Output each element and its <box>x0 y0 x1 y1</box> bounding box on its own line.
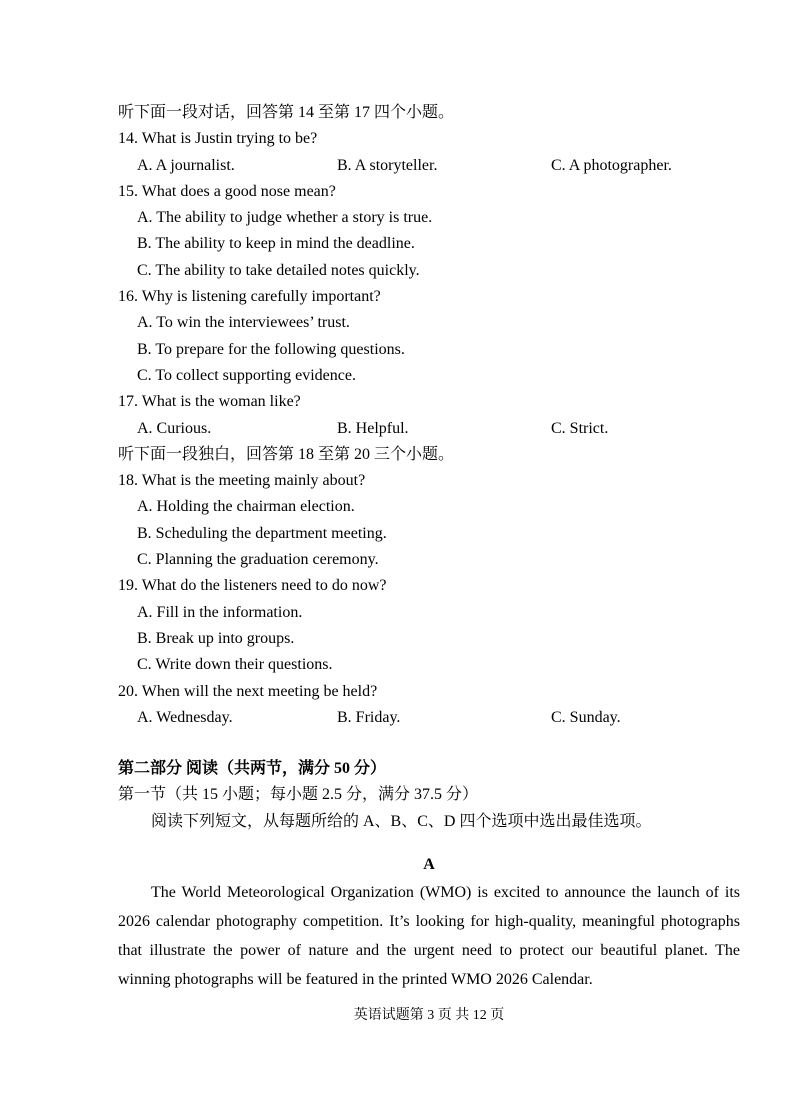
question-15-option-b: B. The ability to keep in mind the deadline. <box>137 235 415 253</box>
question-20-option-c: C. Sunday. <box>551 708 621 726</box>
question-15-option-a: A. The ability to judge whether a story is true. <box>137 209 433 227</box>
question-14-options <box>118 153 740 179</box>
listening-monologue-intro: 听下面一段独白，回答第 18 至第 20 三个小题。 <box>118 445 455 463</box>
question-17-options <box>118 416 740 442</box>
passage-paragraph: The World Meteorological Organization (WMO) is excited to announce the launch of its 2026 calendar photography competition. It’s looking for high-quality, meaningful photographs that illustrate the power of nature and the urgent need to protect our beautiful planet. The winning photographs will be featured in the printed WMO 2026 Calendar. <box>118 884 740 989</box>
listening-dialog-intro: 听下面一段对话，回答第 14 至第 17 四个小题。 <box>118 104 455 121</box>
question-14-stem: 14. What is Justin trying to be? <box>118 130 318 148</box>
question-19-option-b: B. Break up into groups. <box>137 629 295 647</box>
question-20-stem: 20. When will the next meeting be held? <box>118 682 378 700</box>
reading-part-heading: 第二部分 阅读（共两节，满分 50 分） <box>118 760 387 778</box>
question-19-stem: 19. What do the listeners need to do now? <box>118 577 387 595</box>
question-15-stem: 15. What does a good nose mean? <box>118 182 336 200</box>
page-footer: 英语试题第 3 页 共 12 页 <box>353 1008 505 1023</box>
question-17-option-c: C. Strict. <box>551 419 609 437</box>
question-14-option-c: C. A photographer. <box>551 156 672 174</box>
question-15-option-c: C. The ability to take detailed notes quickly. <box>137 261 420 279</box>
question-16-option-a: A. To win the interviewees’ trust. <box>137 314 350 332</box>
question-16-option-c: C. To collect supporting evidence. <box>137 366 356 384</box>
question-19-option-a: A. Fill in the information. <box>137 603 303 621</box>
question-18-stem: 18. What is the meeting mainly about? <box>118 472 366 490</box>
passage-label: A <box>423 856 435 874</box>
reading-instructions: 阅读下列短文，从每题所给的 A、B、C、D 四个选项中选出最佳选项。 <box>151 812 652 830</box>
question-17-option-b: B. Helpful. <box>337 419 409 437</box>
question-14-option-a: A. A journalist. <box>137 156 235 174</box>
question-17-stem: 17. What is the woman like? <box>118 393 301 411</box>
question-18-option-c: C. Planning the graduation ceremony. <box>137 551 379 569</box>
reading-section-heading: 第一节（共 15 小题；每小题 2.5 分，满分 37.5 分） <box>118 786 479 804</box>
question-20-option-b: B. Friday. <box>337 708 401 726</box>
question-18-option-a: A. Holding the chairman election. <box>137 498 355 516</box>
question-16-option-b: B. To prepare for the following questions. <box>137 340 405 358</box>
question-16-stem: 16. Why is listening carefully important? <box>118 288 381 306</box>
question-19-option-c: C. Write down their questions. <box>137 656 333 674</box>
question-14-option-b: B. A storyteller. <box>337 156 438 174</box>
question-18-option-b: B. Scheduling the department meeting. <box>137 524 387 542</box>
page-content <box>118 100 740 994</box>
question-20-options <box>118 705 740 731</box>
question-17-option-a: A. Curious. <box>137 419 212 437</box>
question-20-option-a: A. Wednesday. <box>137 708 233 726</box>
